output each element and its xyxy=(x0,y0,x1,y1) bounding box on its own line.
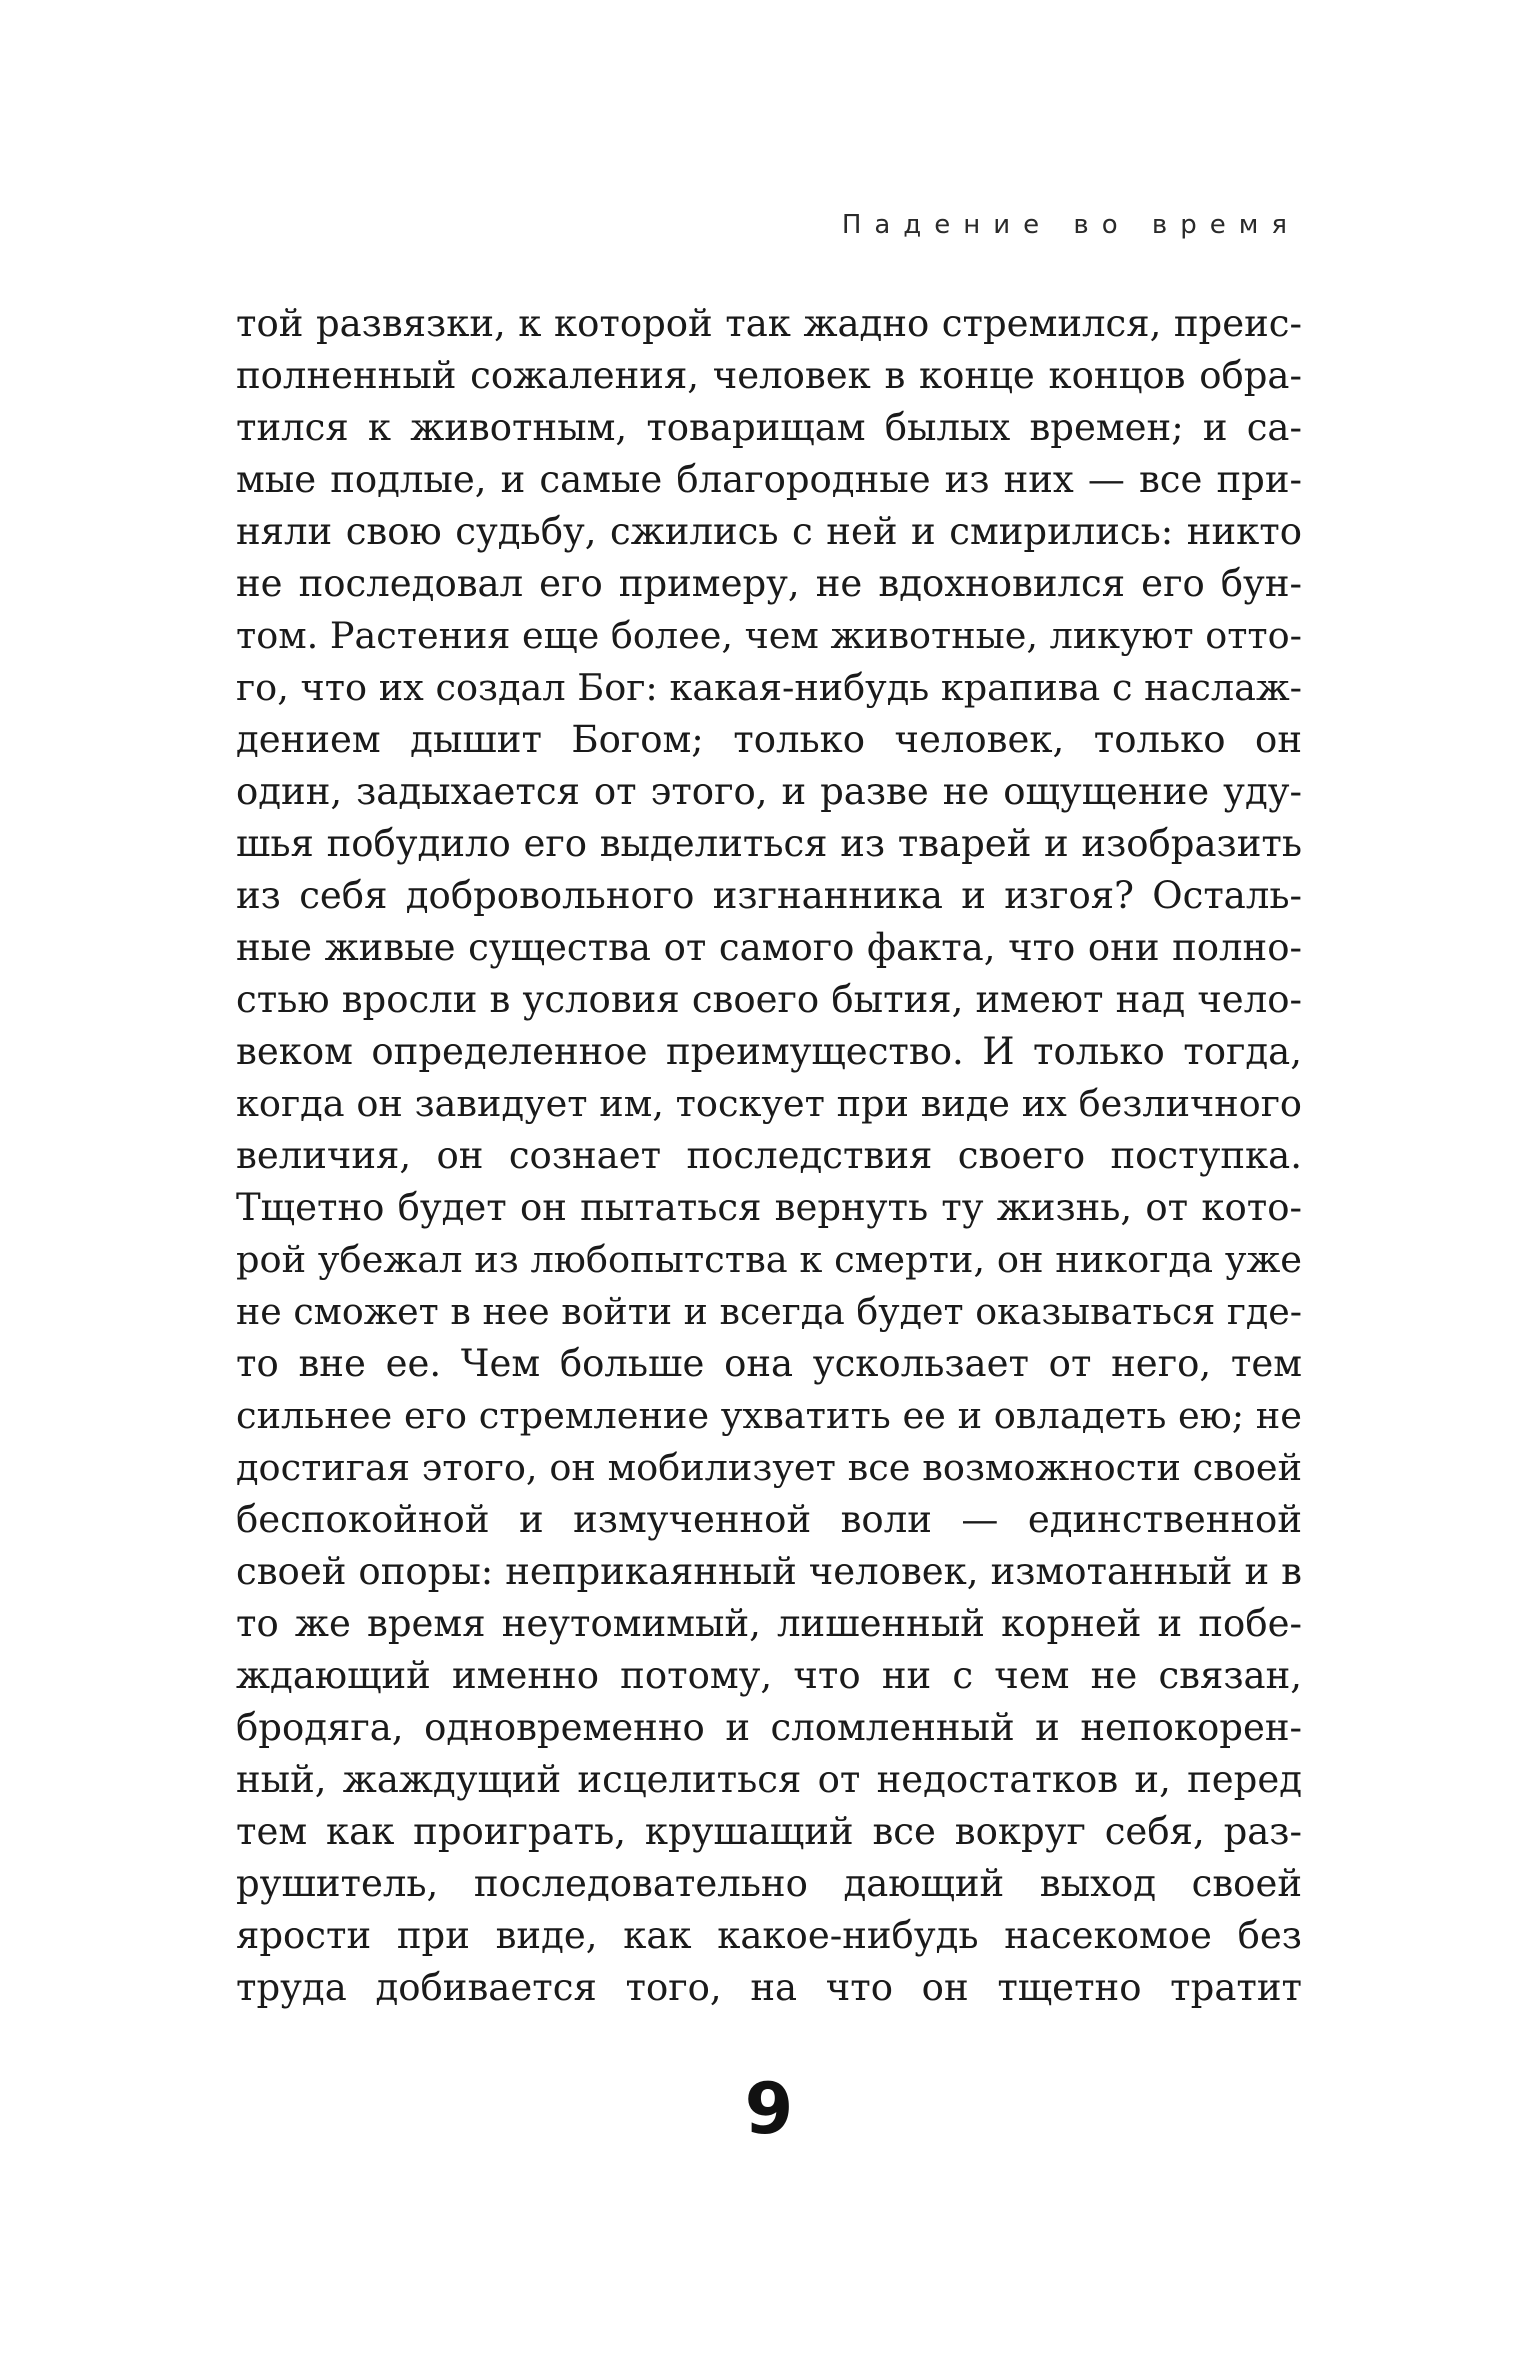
text-line: ный, жаждущий исцелиться от недостатков и, перед xyxy=(236,1758,1302,1801)
text-line: тем как проиграть, крушащий все вокруг себя, раз- xyxy=(236,1810,1302,1853)
text-line: ждающий именно потому, что ни с чем не связан, xyxy=(236,1654,1302,1697)
page-number: 9 xyxy=(744,2068,794,2150)
text-line: из себя добровольного изгнанника и изгоя? Осталь- xyxy=(236,874,1302,917)
text-line: то вне ее. Чем больше она ускользает от него, тем xyxy=(236,1342,1302,1385)
text-line: своей опоры: неприкаянный человек, измотанный и в xyxy=(236,1550,1302,1593)
text-line: то же время неутомимый, лишенный корней и побе- xyxy=(236,1602,1302,1645)
text-line: не последовал его примеру, не вдохновился его бун- xyxy=(236,562,1302,605)
text-line: ярости при виде, как какое-нибудь насекомое без xyxy=(236,1914,1302,1957)
text-line: Тщетно будет он пытаться вернуть ту жизнь, от кото- xyxy=(236,1186,1302,1229)
text-line: мые подлые, и самые благородные из них — все при- xyxy=(236,458,1302,501)
text-line: когда он завидует им, тоскует при виде их безличного xyxy=(236,1082,1302,1125)
text-line: рой убежал из любопытства к смерти, он никогда уже xyxy=(236,1238,1302,1281)
text-line: тился к животным, товарищам былых времен; и са- xyxy=(236,406,1302,449)
text-line: ные живые существа от самого факта, что они полно- xyxy=(236,926,1302,969)
text-line: не сможет в нее войти и всегда будет оказываться где- xyxy=(236,1290,1302,1333)
text-line: том. Растения еще более, чем животные, ликуют отто- xyxy=(236,614,1302,657)
text-line: рушитель, последовательно дающий выход своей xyxy=(236,1862,1302,1905)
text-line: величия, он сознает последствия своего поступка. xyxy=(236,1134,1302,1177)
text-line: полненный сожаления, человек в конце концов обра- xyxy=(236,354,1302,397)
body-text xyxy=(236,298,1302,2014)
text-line: го, что их создал Бог: какая-нибудь крапива с наслаж- xyxy=(236,666,1302,709)
text-line: труда добивается того, на что он тщетно тратит xyxy=(236,1966,1302,2009)
text-line: той развязки, к которой так жадно стремился, преис- xyxy=(236,302,1302,345)
text-line: беспокойной и измученной воли — единственной xyxy=(236,1498,1302,1541)
text-line: один, задыхается от этого, и разве не ощущение уду- xyxy=(236,770,1302,813)
running-head: Падение во время xyxy=(841,210,1300,240)
text-line: няли свою судьбу, сжились с ней и смирились: никто xyxy=(236,510,1302,553)
text-line: достигая этого, он мобилизует все возможности своей xyxy=(236,1446,1302,1489)
text-line: веком определенное преимущество. И только тогда, xyxy=(236,1030,1302,1073)
text-line: стью вросли в условия своего бытия, имеют над чело- xyxy=(236,978,1302,1021)
text-line: дением дышит Богом; только человек, только он xyxy=(236,718,1302,761)
text-line: шья побудило его выделиться из тварей и изобразить xyxy=(236,822,1302,865)
text-line: бродяга, одновременно и сломленный и непокорен- xyxy=(236,1706,1302,1749)
text-line: сильнее его стремление ухватить ее и овладеть ею; не xyxy=(236,1394,1302,1437)
